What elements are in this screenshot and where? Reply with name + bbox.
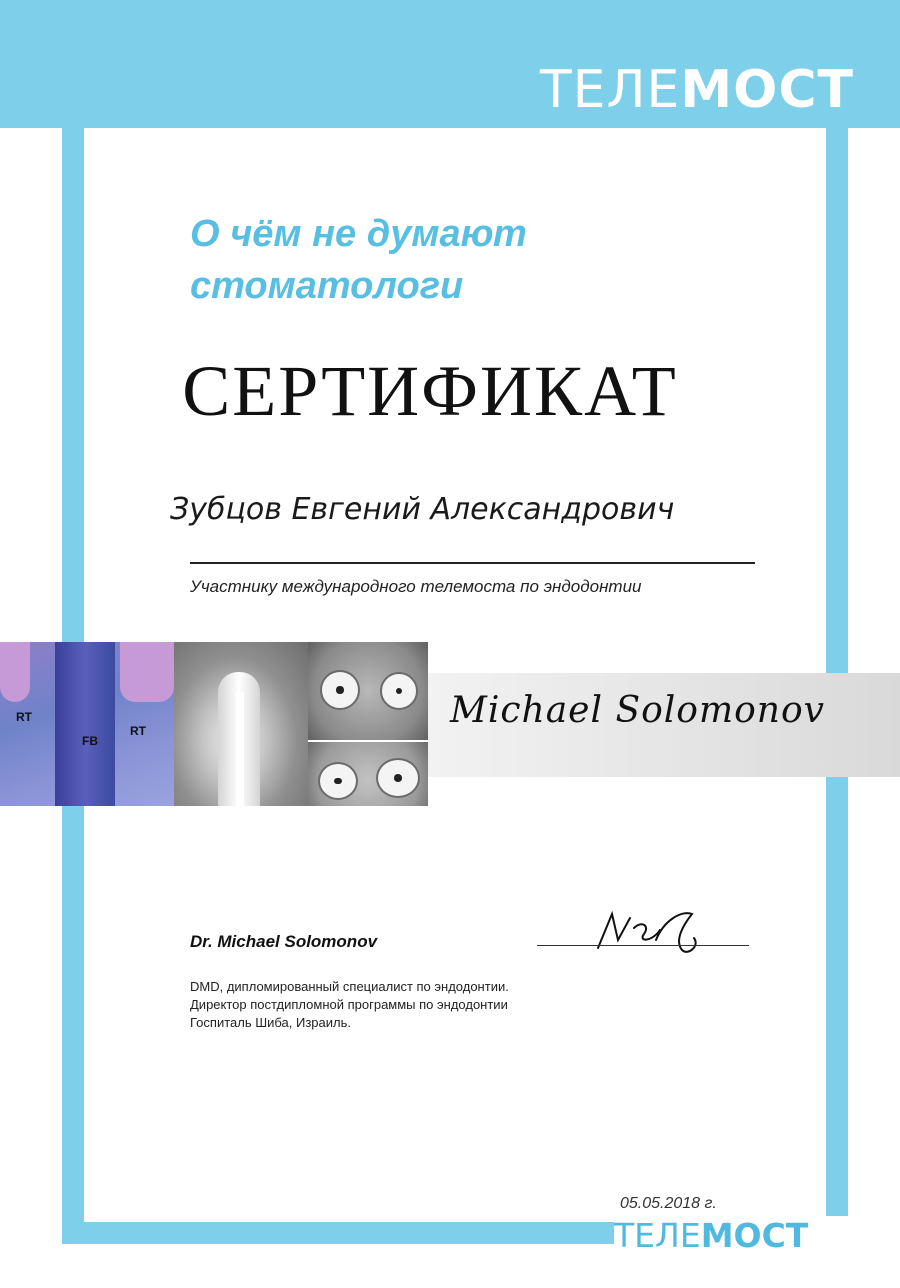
micro-section-image-2 xyxy=(308,742,428,806)
certificate-title: СЕРТИФИКАТ xyxy=(182,351,678,431)
event-subtitle xyxy=(190,208,690,312)
canal-4 xyxy=(376,758,420,798)
issue-date: 05.05.2018 г. xyxy=(620,1195,717,1212)
signatory-credentials xyxy=(190,978,509,1032)
canal-1 xyxy=(320,670,360,710)
signatory-name: Dr. Michael Solomonov xyxy=(190,932,378,951)
label-rt-right: RT xyxy=(130,724,146,738)
brand-logo-bottom xyxy=(614,1216,808,1255)
script-signature-name: Michael Solomonov xyxy=(450,690,825,731)
canal-2 xyxy=(380,672,418,710)
brand-part1: ТЕЛЕ xyxy=(539,60,681,120)
histology-image xyxy=(0,642,174,806)
histo-tissue-right xyxy=(120,642,174,702)
subtitle-line1: О чём не думают xyxy=(190,213,527,255)
credential-line1: DMD, дипломированный специалист по эндодонтии. xyxy=(190,979,509,994)
role-text: Участнику международного телемоста по эндодонтии xyxy=(190,577,642,596)
bottom-blue-border xyxy=(62,1222,614,1244)
brand-bottom-part2: МОСТ xyxy=(700,1216,809,1255)
brand-bottom-part1: ТЕЛЕ xyxy=(614,1216,701,1255)
recipient-underline xyxy=(190,562,755,564)
canal-3 xyxy=(318,762,358,800)
credential-line2: Директор постдипломной программы по эндодонтии xyxy=(190,997,508,1012)
label-fb: FB xyxy=(82,734,98,748)
subtitle-line2: стоматологи xyxy=(190,265,464,307)
histo-stained-band xyxy=(55,642,115,806)
credential-line3: Госпиталь Шиба, Израиль. xyxy=(190,1015,351,1030)
histo-tissue-left xyxy=(0,642,30,702)
recipient-name: Зубцов Евгений Александрович xyxy=(170,492,675,527)
handwritten-signature xyxy=(590,900,720,960)
brand-logo-top xyxy=(540,62,854,118)
xray-image xyxy=(174,642,308,806)
micro-section-image-1 xyxy=(308,642,428,740)
brand-part2: МОСТ xyxy=(680,60,854,120)
signature-line xyxy=(537,945,749,946)
label-rt-left: RT xyxy=(16,710,32,724)
xray-root-canal xyxy=(236,692,244,806)
